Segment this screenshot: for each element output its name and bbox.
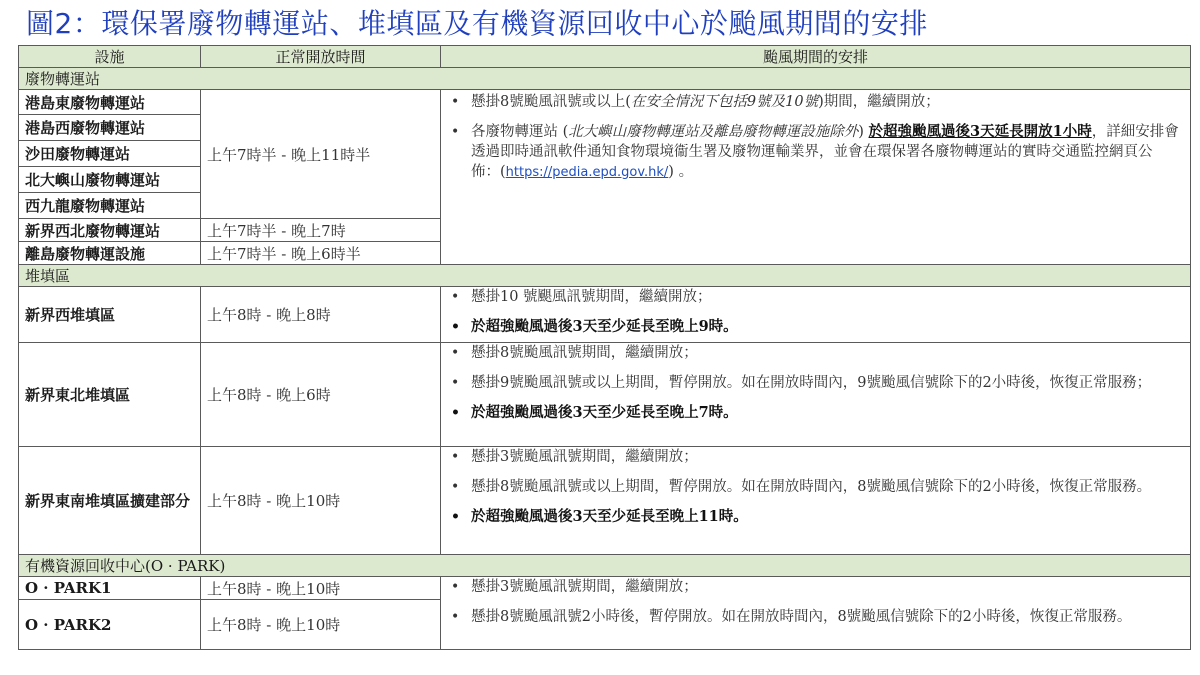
facility-name: 新界東南堆填區擴建部分: [19, 447, 201, 555]
section-title-opark: 有機資源回收中心(O · PARK): [19, 555, 1191, 577]
facility-name: 港島東廢物轉運站: [19, 90, 201, 115]
facility-name: 離島廢物轉運設施: [19, 242, 201, 265]
arrangement-bullet: • 懸掛8號颱風訊號期間，繼續開放；: [449, 343, 1180, 363]
arrangement-bullet: • 懸掛3號颱風訊號期間，繼續開放；: [449, 577, 1180, 597]
opening-hours: 上午8時 - 晚上10時: [201, 447, 441, 555]
arrangement-bullet: • 懸掛8號颱風訊號2小時後，暫停開放。如在開放時間內，8號颱風信號除下的2小時後，恢復正常服務。: [449, 607, 1180, 627]
arrangement-bullet: • 於超強颱風過後3天至少延長至晚上11時。: [449, 507, 1180, 527]
arrangement-bullet: • 懸掛9號颱風訊號或以上期間，暫停開放。如在開放時間內，9號颱風信號除下的2小時後，恢復正常服務；: [449, 373, 1180, 393]
arrangement-bullet: • 於超強颱風過後3天至少延長至晚上9時。: [449, 317, 1180, 337]
arrangement-cell: [441, 343, 1191, 447]
opening-hours: 上午8時 - 晚上10時: [201, 577, 441, 600]
epd-traffic-link[interactable]: https://pedia.epd.gov.hk/: [505, 165, 669, 180]
arrangement-cell: [441, 90, 1191, 265]
opening-hours: 上午7時半 - 晚上7時: [201, 219, 441, 242]
facility-name: 新界西北廢物轉運站: [19, 219, 201, 242]
arrangement-bullet: • 懸掛3號颱風訊號期間，繼續開放；: [449, 447, 1180, 467]
table-row: [19, 577, 1191, 600]
arrangement-cell: [441, 287, 1191, 343]
facility-name: 港島西廢物轉運站: [19, 115, 201, 141]
facility-name: O · PARK2: [19, 600, 201, 650]
arrangement-cell: [441, 577, 1191, 650]
facility-name: 新界東北堆填區: [19, 343, 201, 447]
section-row-transfer: [19, 68, 1191, 90]
facility-name: 沙田廢物轉運站: [19, 141, 201, 167]
typhoon-arrangement-table: [18, 45, 1191, 650]
facility-name: 西九龍廢物轉運站: [19, 193, 201, 219]
table-row: [19, 343, 1191, 447]
arrangement-cell: [441, 447, 1191, 555]
facility-name: 新界西堆填區: [19, 287, 201, 343]
section-title-transfer: 廢物轉運站: [19, 68, 1191, 90]
opening-hours: 上午8時 - 晚上6時: [201, 343, 441, 447]
facility-name: O · PARK1: [19, 577, 201, 600]
header-hours: 正常開放時間: [201, 46, 441, 68]
header-facility: 設施: [19, 46, 201, 68]
arrangement-bullet: • 懸掛8號颱風訊號或以上期間，暫停開放。如在開放時間內，8號颱風信號除下的2小時後，恢復正常服務。: [449, 477, 1180, 497]
table-row: [19, 287, 1191, 343]
section-title-landfill: 堆填區: [19, 265, 1191, 287]
section-row-opark: [19, 555, 1191, 577]
opening-hours: 上午7時半 - 晚上6時半: [201, 242, 441, 265]
arrangement-bullet: • 於超強颱風過後3天至少延長至晚上7時。: [449, 403, 1180, 423]
arrangement-bullet: • 各廢物轉運站 (北大嶼山廢物轉運站及離島廢物轉運設施除外) 於超強颱風過後3天延長開放1小時，詳細安排會透過即時通訊軟件通知食物環境衞生署及廢物運輸業界，並會在環保署各廢物轉運站的實時交通監控網頁公佈：(https://pedia.epd.gov.hk/) 。: [449, 122, 1180, 183]
arrangement-bullet: • 懸掛8號颱風訊號或以上(在安全情況下包括9號及10號)期間，繼續開放；: [449, 92, 1180, 112]
arrangement-bullet: • 懸掛10 號颶風訊號期間，繼續開放；: [449, 287, 1180, 307]
table-row: [19, 90, 1191, 115]
header-row: [19, 46, 1191, 68]
opening-hours: 上午8時 - 晚上8時: [201, 287, 441, 343]
page-title: 圖2：環保署廢物轉運站、堆填區及有機資源回收中心於颱風期間的安排: [26, 7, 928, 40]
header-arrangement: 颱風期間的安排: [441, 46, 1191, 68]
opening-hours: 上午8時 - 晚上10時: [201, 600, 441, 650]
facility-name: 北大嶼山廢物轉運站: [19, 167, 201, 193]
section-row-landfill: [19, 265, 1191, 287]
table-row: [19, 447, 1191, 555]
opening-hours: 上午7時半 - 晚上11時半: [201, 90, 441, 219]
